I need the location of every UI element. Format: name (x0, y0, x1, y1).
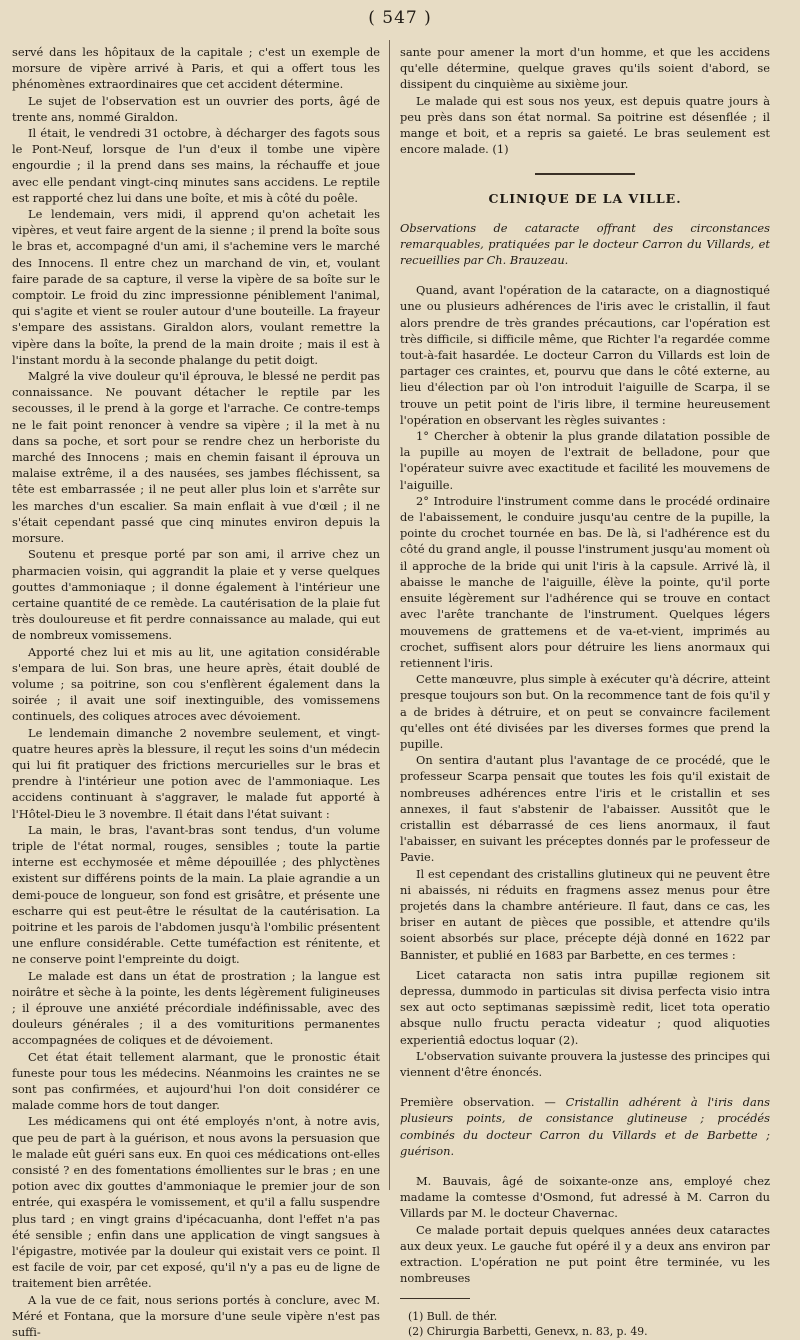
column-divider (389, 40, 390, 1190)
paragraph: L'observation suivante prouvera la justesse des principes qui viennent d'être énoncés. (400, 1048, 770, 1079)
paragraph: A la vue de ce fait, nous serions portés à conclure, avec M. Méré et Fontana, que la morsure d'une seule vipère n'est pas suffi- (12, 1292, 380, 1340)
paragraph: Apporté chez lui et mis au lit, une agitation considérable s'empara de lui. Son bras, une heure après, était doublé de volume ; sa poitrine, son cou s'enflèrent également dans la soirée ; il avait une soif inextinguible, des vomissemens continuels, des coliques atroces avec dévoiement. (12, 644, 380, 724)
page-number: ( 547 ) (368, 8, 432, 28)
left-column (12, 44, 380, 1340)
paragraph: 2° Introduire l'instrument comme dans le procédé ordinaire de l'abaissement, le conduire jusqu'au centre de la pupille, la pointe du crochet tournée en bas. De là, si l'adhérence est du côté du grand angle, il pousse l'instrument jusqu'au moment où il approche de la bride qui unit l'iris à la capsule. Arrivé là, il abaisse le manche de l'aiguille, élève la pointe, qu'il porte ensuite légèrement sur l'adhérence qui se trouve en contact avec l'arête tranchante de l'instrument. Quelques légers mouvemens de grattemens et de va-et-vient, imprimés au crochet, suffisent alors pour détruire les liens anormaux qui retiennent l'iris. (400, 493, 770, 670)
paragraph: Soutenu et presque porté par son ami, il arrive chez un pharmacien voisin, qui aggrandit la plaie et y verse quelques gouttes d'ammoniaque ; il donne également à l'intérieur une certaine quantité de ce remède. La cautérisation de la plaie fut très douloureuse et fit perdre connaissance au malade, qui eut de nombreux vomissemens. (12, 547, 380, 643)
footnote: (2) Chirurgia Barbetti, Genevx, n. 83, p. 49. (408, 1325, 648, 1339)
paragraph: Cet état était tellement alarmant, que le pronostic était funeste pour tous les médecins. Néanmoins les craintes ne se sont pas confirmées, et aujourd'hui l'on doit considérer ce malade comme hors de tout danger. (12, 1049, 380, 1113)
paragraph: Le malade qui est sous nos yeux, est depuis quatre jours à peu près dans son état normal. Sa poitrine est désenflée ; il mange et boit, et a repris sa gaieté. Le bras seulement est encore malade. (1) (400, 93, 770, 157)
right-column (400, 44, 770, 1339)
footnote-divider (400, 1298, 470, 1299)
section-heading: CLINIQUE DE LA VILLE. (488, 191, 682, 207)
paragraph: Le lendemain, vers midi, il apprend qu'on achetait les vipères, et veut faire argent de la sienne ; il prend la boîte sous le bras et, accompagné d'un ami, il s'achemine vers le marché des Innocens. Il entre chez un marchand de vin, et, voulant faire parade de sa capture, il verse la vipère de sa boîte sur le comptoir. Le froid du zinc impressionne péniblement l'animal, qui s'agite et vient se rouler autour d'une bouteille. La frayeur s'empare des assistans. Giraldon alors, voulant remettre la vipère dans la boîte, la prend de la main droite ; mais il est à l'instant mordu à la seconde phalange du petit doigt. (12, 207, 380, 367)
paragraph: sante pour amener la mort d'un homme, et que les accidens qu'elle détermine, quelque graves qu'ils soient d'abord, se dissipent du cinquième au sixième jour. (400, 45, 770, 92)
paragraph: Cette manœuvre, plus simple à exécuter qu'à décrire, atteint presque toujours son but. On la recommence tant de fois qu'il y a de brides à détruire, et on peut se convaincre facilement qu'elles ont été divisées par les diverses formes que prend la pupille. (400, 672, 770, 751)
paragraph: Il est cependant des cristallins glutineux qui ne peuvent être ni abaissés, ni réduits en fragmens assez menus pour être projetés dans la chambre antérieure. Il faut, dans ce cas, les briser en autant de pièces que possible, et attendre qu'ils soient absorbés sur place, précepte déjà donné en 1622 par Bannister, et publié en 1683 par Barbette, en ces termes : (400, 866, 770, 962)
paragraph: Les médicamens qui ont été employés n'ont, à notre avis, que peu de part à la guérison, et nous avons la persuasion que le malade eût guéri sans eux. En quoi ces médications ont-elles consisté ? en des fomentations émollientes sur le bras ; en une potion avec dix gouttes d'ammoniaque le premier jour de son entrée, qui exaspéra le vomissement, et qu'il a fallu suspendre plus tard ; en vingt grains d'ipécacuanha, dont l'effet n'a pas été sensible ; enfin dans une application de vingt sangsues à l'épigastre, motivée par la douleur qui existait vers ce point. Il est facile de voir, par cet exposé, qu'il n'y a pas eu de ligne de traitement bien arrêtée. (12, 1114, 380, 1291)
paragraph: servé dans les hôpitaux de la capitale ; c'est un exemple de morsure de vipère arrivé à Paris, et qui a offert tous les phénomènes extraordinaires que cet accident détermine. (12, 45, 380, 92)
paragraph: M. Bauvais, âgé de soixante-onze ans, employé chez madame la comtesse d'Osmond, fut adressé à M. Carron du Villards par M. le docteur Chavernac. (400, 1174, 770, 1221)
section-divider (535, 173, 635, 175)
paragraph: Le lendemain dimanche 2 novembre seulement, et vingt-quatre heures après la blessure, il reçut les soins d'un médecin qui lui fit pratiquer des frictions mercurielles sur le bras et prendre à l'intérieur une potion avec de l'ammoniaque. Les accidens continuant à s'aggraver, le malade fut apporté à l'Hôtel-Dieu le 3 novembre. Il était dans l'état suivant : (12, 725, 380, 821)
article-subtitle: Observations de cataracte offrant des circonstances remarquables, pratiquées par le docteur Carron du Villards, et recueillies par Ch. Brauzeau. (400, 220, 770, 268)
observation-label: Première observation. — (400, 1095, 556, 1110)
paragraph: On sentira d'autant plus l'avantage de ce procédé, que le professeur Scarpa pensait que toutes les fois qu'il existait de nombreuses adhérences entre l'iris et le cristallin et ses annexes, il faut s'abstenir de l'abaisser. Aussitôt que le cristallin est débarrassé de ces liens anormaux, il faut l'abaisser, en suivant les préceptes donnés par le professeur de Pavie. (400, 753, 770, 865)
paragraph: Ce malade portait depuis quelques années deux cataractes aux deux yeux. Le gauche fut opéré il y a deux ans environ par extraction. L'opération ne put point être terminée, vu les nombreuses (400, 1222, 770, 1286)
latin-quotation: Licet cataracta non satis intra pupillæ regionem sit depressa, dummodo in particulas sit divisa perfecta visio intra sex aut octo septimanas sæpissimè redit, licet tota operatio absque nullo fructu peracta videatur ; quod aliquoties experientiâ edoctus loquar (2). (400, 967, 770, 1047)
paragraph: Le sujet de l'observation est un ouvrier des ports, âgé de trente ans, nommé Giraldon. (12, 93, 380, 124)
paragraph: 1° Chercher à obtenir la plus grande dilatation possible de la pupille au moyen de l'extrait de belladone, pour que l'opérateur suivre avec exactitude et facilité les mouvemens de l'aiguille. (400, 429, 770, 492)
paragraph: Le malade est dans un état de prostration ; la langue est noirâtre et sèche à la pointe, les dents légèrement fuligineuses ; il éprouve une anxiété précordiale indéfinissable, avec des douleurs générales ; il a des vomituritions permanentes accompagnées de coliques et de dévoiement. (12, 968, 380, 1048)
observation-description: Cristallin adhérent à l'iris dans plusieurs points, de consistance glutineuse ; procédés combinés du docteur Carron du Villards et de Barbette ; guérison. (400, 1095, 770, 1158)
paragraph: Malgré la vive douleur qu'il éprouva, le blessé ne perdit pas connaissance. Ne pouvant détacher le reptile par les secousses, il le prend à la gorge et l'arrache. Ce contre-temps ne le fait point renoncer à vendre sa vipère ; il la met à nu dans sa poche, et sort pour se rendre chez un herboriste du marché des Innocens ; mais en chemin faisant il éprouva un malaise extrême, il a des nausées, ses jambes fléchissent, sa tête est embarrassée ; il ne peut aller plus loin et s'arrête sur les marches d'un escalier. Sa main enflait à vue d'œil ; il ne s'était cependant passé que cinq minutes environ depuis la morsure. (12, 369, 380, 546)
paragraph: Quand, avant l'opération de la cataracte, on a diagnostiqué une ou plusieurs adhérences de l'iris avec le cristallin, il faut alors prendre de très grandes précautions, car l'opération est très difficile, si difficile même, que Richter l'a regardée comme tout-à-fait hasardée. Le docteur Carron du Villards est loin de partager ces craintes, et, pourvu que dans le côté externe, au lieu d'élection par où l'on introduit l'aiguille de Scarpa, il se trouve un petit point de l'iris libre, il termine heureusement l'opération en observant les règles suivantes : (400, 283, 770, 427)
footnote: (1) Bull. de thér. (408, 1310, 498, 1324)
observation-title (400, 1094, 770, 1159)
paragraph: La main, le bras, l'avant-bras sont tendus, d'un volume triple de l'état normal, rouges, sensibles ; toute la partie interne est ecchymosée et même dépouillée ; des phlyctènes existent sur différens points de la main. La plaie agrandie a un demi-pouce de longueur, son fond est grisâtre, et présente une escharre qui est peut-être le résultat de la cautérisation. La poitrine et les parois de l'abdomen jusqu'à l'ombilic présentent une enflure considérable. Cette tuméfaction est rénitente, et ne conserve point l'empreinte du doigt. (12, 822, 380, 967)
paragraph: Il était, le vendredi 31 octobre, à décharger des fagots sous le Pont-Neuf, lorsque de l'un d'eux il tombe une vipère engourdie ; il la prend dans ses mains, la réchauffe et joue avec elle pendant vingt-cinq minutes sans accidens. Le reptile est rapporté chez lui dans une boîte, et mis à côté du poêle. (12, 126, 380, 205)
